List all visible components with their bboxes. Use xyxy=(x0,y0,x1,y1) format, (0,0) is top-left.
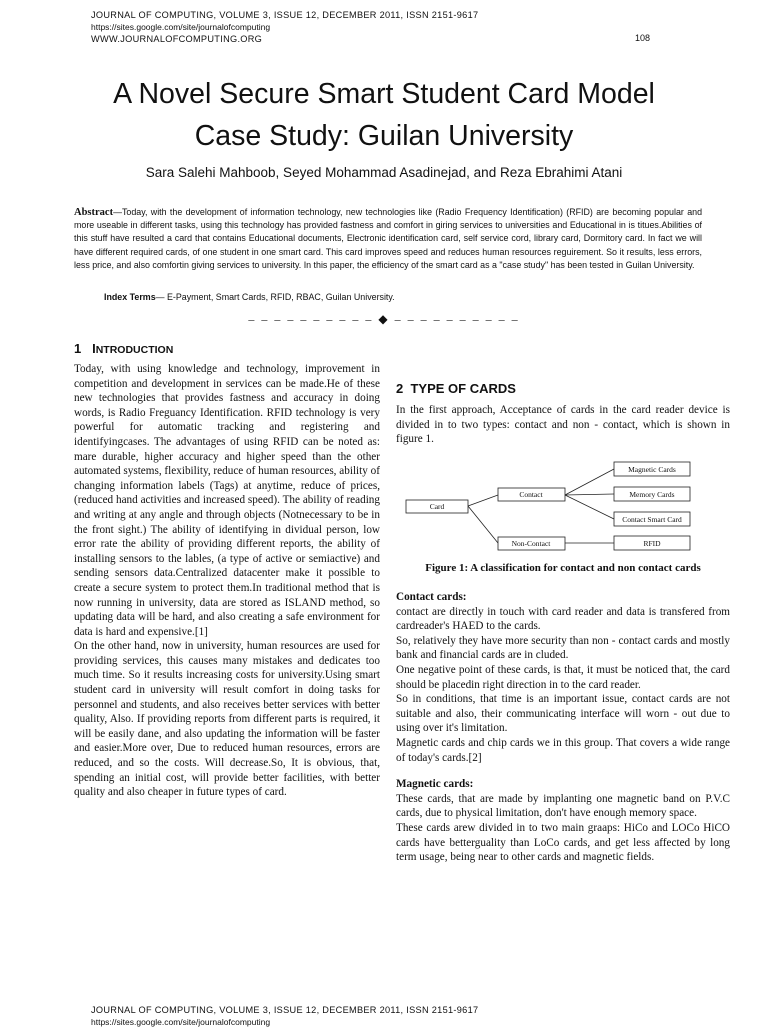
contact-paragraph-5: Magnetic cards and chip cards we in this group. That covers a wide range of today's cards.[2] xyxy=(396,736,730,764)
title-line-1: A Novel Secure Smart Student Card Model xyxy=(113,78,655,110)
abstract-text: Today, with the development of information technology, new technologies like (Radio Frequency Identification) (RFID) are becoming popular and more useable in different tasks, using this technology has provided fastness and comfort in giring services to universities and Educational in is titues.Abilities of this stuff have resulted a card that contains Educational documents, Electronic identification card, self service cord, library card, Dormitory card. In fact we will have different required cards, of one student in one smart card. This card improves speed and reduces human resources reguirement. So it results, less errors, less price, and also comfortin giving services to university. In this paper, the efficiency of the smart card as a "case study" has been tested in Guilan University. xyxy=(74,207,702,270)
running-header xyxy=(91,9,478,45)
node-contact-smart: Contact Smart Card xyxy=(622,515,682,524)
section-2-intro xyxy=(396,403,730,447)
index-terms-label: Index Terms xyxy=(104,292,156,302)
magnetic-cards-heading: Magnetic cards: xyxy=(396,778,474,791)
classification-diagram xyxy=(398,455,718,555)
figure-1-caption: Figure 1: A classification for contact and non contact cards xyxy=(425,562,701,574)
running-footer xyxy=(91,1004,478,1028)
link-contact-memory xyxy=(565,494,614,495)
intro-paragraph-1: Today, with using knowledge and technology, improvement in competition and development in services can be made.He of these new technologies that provides fastness and accuracy in doing words, is Radio Freguancy Identification. RFID technology is very powerful for automatic tracking and registering and identifyingcases. The advantages of using RFID can be noted as: mare durable, higher accuracy and higher speed than the other automated systems, flexibility, reduce of human resources, ability of changing information labels (Tags) at anytime, reduce of prices, (reduced hand activities and increased speed). The ability of reading and writing at any angle and through objects (Notnecessary to be in the front sight.) The ability of identifying in dividual person, low error rate the ability of providing different reports, the ability of installing sensors to the lables, (a type of active or semiactive) and sending sensors data.Centralized datacenter make it possible to create a secure system to protect them.In traditional method that is now running in university, data are stored as ISLAND method, so updating data will be hard, and also creating a safe environment for data is hard and expensive.[1] xyxy=(74,363,380,638)
title-line-2: Case Study: Guilan University xyxy=(194,120,574,152)
link-card-noncontact xyxy=(468,506,498,543)
journal-site: WWW.JOURNALOFCOMPUTING.ORG xyxy=(91,34,263,44)
journal-info: JOURNAL OF COMPUTING, VOLUME 3, ISSUE 12, DECEMBER 2011, ISSN 2151-9617 xyxy=(91,10,479,20)
paper-title xyxy=(0,73,768,157)
contact-paragraph-3: One negative point of these cards, is that, it must be noticed that, the card should be placedin right direction in to the card reader. xyxy=(396,663,730,691)
contact-paragraph-1: contact are directly in touch with card reader and data is transfered from cardreader's HAED to the cards. xyxy=(396,605,730,633)
link-contact-magnetic xyxy=(565,469,614,495)
section-1-title-rest: NTRODUCTION xyxy=(95,344,174,356)
index-terms-text: — E-Payment, Smart Cards, RFID, RBAC, Guilan University. xyxy=(155,292,395,302)
node-card: Card xyxy=(429,502,445,511)
left-column xyxy=(74,362,380,800)
node-noncontact: Non-Contact xyxy=(511,539,551,548)
section-2-intro-text: In the first approach, Acceptance of cards in the card reader device is divided in to two types: contact and non - contact, which is shown in figure 1. xyxy=(396,404,730,446)
footer-url: https://sites.google.com/site/journalofcomputing xyxy=(91,1017,271,1027)
footer-journal-info: JOURNAL OF COMPUTING, VOLUME 3, ISSUE 12, DECEMBER 2011, ISSN 2151-9617 xyxy=(91,1005,479,1015)
abstract-label: Abstract xyxy=(74,207,114,218)
page-number: 108 xyxy=(634,33,650,43)
abstract xyxy=(74,206,702,272)
section-separator: – – – – – – – – – – ◆ – – – – – – – – – – xyxy=(248,312,520,326)
section-2-number: 2 xyxy=(396,381,404,396)
section-1-title-initial: I xyxy=(92,341,96,356)
magnetic-paragraph-1: These cards, that are made by implanting one magnetic band on P.V.C cards, due to physical limitation, don't have enough memory space. xyxy=(396,792,730,820)
section-2-title: TYPE OF CARDS xyxy=(410,381,516,396)
index-terms xyxy=(104,292,395,302)
intro-paragraph-2: On the other hand, now in university, human resources are used for providing services, this causes many mistakes and dedicates too much time. So it results increasing costs for university.Using smart student card in university will result comfort in doing tasks for personnel and students, and also receives better services with better quality, Also. If providing reports from different parts is required, it will be easily dane, and also updating the information will be faster and easier.More over, Due to reduced human resources, errors are reduced, and so the costs. Will decrease.So, It is obvious, that, spending an initial cost, will provide better facilities, with better quality and also cheaper in future types of card. xyxy=(74,640,380,799)
magnetic-paragraph-2: These cards arew divided in to two main graaps: HiCo and LOCo HiCO cards have betterguality than LoCo cards, and get less affected by long term usage, being near to other cards and magnetic fields. xyxy=(396,821,730,864)
right-column xyxy=(396,590,730,865)
section-2-heading xyxy=(396,381,516,396)
contact-paragraph-4: So in conditions, that time is an important issue, contact cards are not suitable and also, their communicating interface will worn - out due to using over it's limitation. xyxy=(396,693,730,735)
node-magnetic: Magnetic Cards xyxy=(628,465,676,474)
contact-cards-heading: Contact cards: xyxy=(396,591,467,603)
section-1-number: 1 xyxy=(74,341,82,356)
node-rfid: RFID xyxy=(643,539,661,548)
journal-url: https://sites.google.com/site/journalofcomputing xyxy=(91,22,271,32)
link-contact-smart xyxy=(565,495,614,519)
contact-paragraph-2: So, relatively they have more security than non - contact cards and mostly bank and financial cards are in cluded. xyxy=(396,634,730,662)
figure-1 xyxy=(398,455,718,555)
abstract-dash: — xyxy=(113,207,122,217)
authors: Sara Salehi Mahboob, Seyed Mohammad Asadinejad, and Reza Ebrahimi Atani xyxy=(145,165,623,180)
node-contact: Contact xyxy=(519,490,543,499)
section-1-heading xyxy=(74,341,173,356)
link-card-contact xyxy=(468,495,498,506)
node-memory: Memory Cards xyxy=(629,490,675,499)
